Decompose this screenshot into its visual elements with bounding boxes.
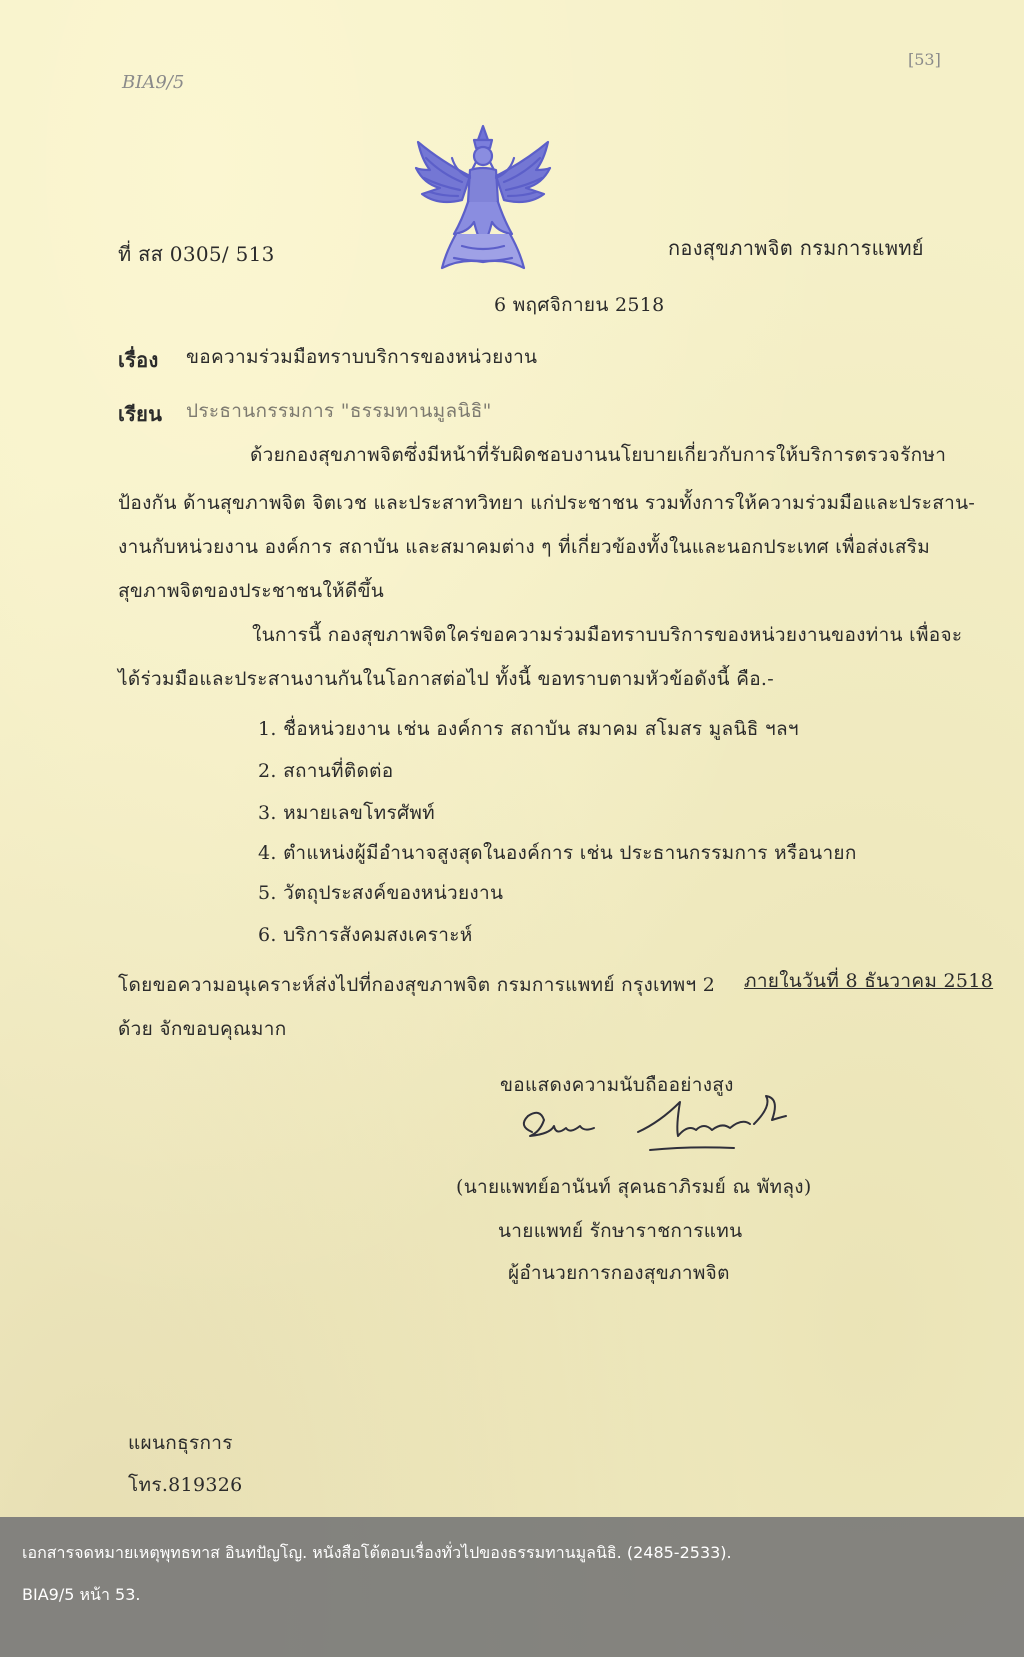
handwritten-reference: BIA9/5: [122, 72, 185, 93]
list-item: 2. สถานที่ติดต่อ: [258, 760, 394, 782]
issuing-department: กองสุขภาพจิต กรมการแพทย์: [668, 236, 924, 260]
body-paragraph2-line: ในการนี้ กองสุขภาพจิตใคร่ขอความร่วมมือทราบบริการของหน่วยงานของท่าน เพื่อจะ: [252, 624, 963, 646]
subject-text: ขอความร่วมมือทราบบริการของหน่วยงาน: [186, 346, 538, 368]
handwritten-signature: [510, 1088, 790, 1158]
closing-line: โดยขอความอนุเคราะห์ส่งไปที่กองสุขภาพจิต กรมการแพทย์ กรุงเทพฯ 2: [118, 974, 716, 996]
subject-label: เรื่อง: [118, 348, 159, 372]
page-stamp: [53]: [908, 50, 941, 69]
letter-date: 6 พฤศจิกายน 2518: [494, 294, 665, 316]
body-paragraph1-line: งานกับหน่วยงาน องค์การ สถาบัน และสมาคมต่าง ๆ ที่เกี่ยวข้องทั้งในและนอกประเทศ เพื่อส่งเสริม: [118, 536, 931, 558]
list-item: 4. ตำแหน่งผู้มีอำนาจสูงสุดในองค์การ เช่น ประธานกรรมการ หรือนายก: [258, 842, 857, 864]
list-item: 1. ชื่อหน่วยงาน เช่น องค์การ สถาบัน สมาคม สโมสร มูลนิธิ ฯลฯ: [258, 718, 799, 740]
archive-caption-bar: [0, 1517, 1024, 1657]
phone-number: โทร.819326: [128, 1474, 243, 1496]
closing-line: ด้วย จักขอบคุณมาก: [118, 1018, 287, 1040]
section-name: แผนกธุรการ: [128, 1432, 233, 1454]
reference-number: ที่ สส 0305/ 513: [118, 242, 275, 266]
body-paragraph2-line: ได้ร่วมมือและประสานงานกันในโอกาสต่อไป ทั้งนี้ ขอทราบตามหัวข้อดังนี้ คือ.-: [118, 668, 774, 690]
garuda-emblem-icon: [412, 122, 554, 272]
caption-page-ref: BIA9/5 หน้า 53.: [22, 1585, 141, 1604]
recipient-text: ประธานกรรมการ "ธรรมทานมูลนิธิ": [186, 400, 492, 422]
caption-citation: เอกสารจดหมายเหตุพุทธทาส อินทปัญโญ. หนังสือโต้ตอบเรื่องทั่วไปของธรรมทานมูลนิธิ. (2485-2533).: [22, 1543, 732, 1562]
list-item: 3. หมายเลขโทรศัพท์: [258, 802, 435, 824]
body-paragraph1-line: ป้องกัน ด้านสุขภาพจิต จิตเวช และประสาทวิทยา แก่ประชาชน รวมทั้งการให้ความร่วมมือและประสาน-: [118, 492, 976, 514]
reply-deadline: ภายในวันที่ 8 ธันวาคม 2518: [744, 970, 994, 992]
signatory-position: ผู้อำนวยการกองสุขภาพจิต: [508, 1262, 730, 1284]
signatory-name: (นายแพทย์อานันท์ สุคนธาภิรมย์ ณ พัทลุง): [456, 1176, 812, 1198]
body-paragraph1-line: ด้วยกองสุขภาพจิตซึ่งมีหน้าที่รับผิดชอบงานนโยบายเกี่ยวกับการให้บริการตรวจรักษา: [250, 444, 947, 466]
list-item: 6. บริการสังคมสงเคราะห์: [258, 924, 473, 946]
regards-line: ขอแสดงความนับถืออย่างสูง: [500, 1074, 734, 1096]
body-paragraph1-line: สุขภาพจิตของประชาชนให้ดีขึ้น: [118, 580, 385, 602]
recipient-label: เรียน: [118, 402, 163, 426]
list-item: 5. วัตถุประสงค์ของหน่วยงาน: [258, 882, 504, 904]
signatory-title: นายแพทย์ รักษาราชการแทน: [498, 1220, 743, 1242]
